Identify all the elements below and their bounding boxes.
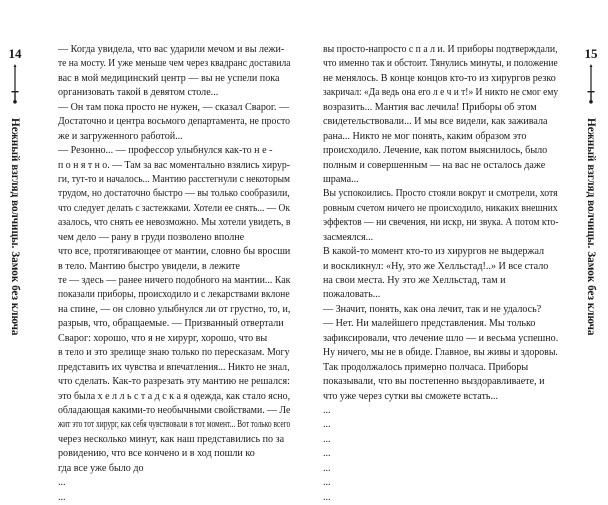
text-line: — Нет. Ни малейшего представления. Мы только bbox=[323, 318, 536, 330]
text-line: не менялось. В конце концов кто-то из хирургов резко bbox=[323, 72, 556, 84]
text-line: что уже через сутки вы сможете встать... bbox=[323, 390, 499, 402]
text-line: ... bbox=[323, 491, 331, 503]
text-line: — Резонно... — профессор улыбнулся как-то н е - bbox=[58, 145, 273, 157]
left-margin bbox=[0, 0, 30, 461]
text-line: эффектов — ни свечения, ни искр, ни звука. А потом кто- bbox=[323, 217, 559, 229]
text-line: представить их чувства и впечатления... Никто не знал, bbox=[58, 361, 290, 373]
dagger-ornament-icon bbox=[587, 64, 595, 104]
dagger-ornament-icon bbox=[11, 64, 19, 104]
left-page-text bbox=[58, 43, 290, 505]
text-line: Так продолжалось примерно полчаса. Приборы bbox=[323, 361, 529, 373]
text-line: ровидению, что все кончено и в ход пошли ко bbox=[58, 448, 255, 460]
text-line: ... bbox=[58, 477, 66, 489]
text-line: п о н я т н о. — Там за вас моментально взялись хирур- bbox=[58, 159, 291, 171]
text-line: обладающая какими-то необычными свойствами. — Ле bbox=[58, 404, 291, 416]
text-line: это была х е л л ь с т а д с к а я одежда, как стало ясно, bbox=[58, 390, 291, 402]
text-line: же и загруженного работой... bbox=[58, 130, 183, 142]
running-head-right-text: Нежный взгляд волчицы. Замок без ключа bbox=[585, 118, 597, 336]
text-line: происходило. Лечение, как потом выяснилось, было bbox=[323, 145, 548, 157]
text-line: вы просто-напросто с п а л и. И приборы подтверждали, bbox=[323, 44, 558, 55]
text-line: — Он там пока просто не нужен, — сказал Сварог. — bbox=[58, 101, 290, 113]
text-line: Сварог: хорошо, что я не хирург, хорошо, что вы bbox=[58, 332, 268, 344]
page-number-left: 14 bbox=[8, 46, 22, 61]
text-line: рана... Никто не мог понять, каким образом это bbox=[323, 130, 527, 142]
text-line: что все, протягивающее от мантии, словно бы вросши bbox=[58, 246, 291, 258]
text-line: зафиксировали, что лечение шло — и весьма успешно. bbox=[323, 332, 559, 344]
text-line: трудом, но достаточно быстро — вы только сообразили, bbox=[58, 188, 290, 200]
text-line: разрыв, что, обращаемые. — Призванный отвертали bbox=[58, 318, 284, 330]
right-margin bbox=[576, 0, 606, 461]
text-line: в тело и это зрелище знаю только по пересказам. Могу bbox=[58, 347, 290, 359]
text-line: ... bbox=[323, 404, 331, 416]
text-line: Достаточно и центра восьмого департамента, не просто bbox=[58, 116, 291, 128]
text-line: ... bbox=[323, 448, 331, 460]
page-number-right: 15 bbox=[584, 46, 598, 61]
text-line: жит это тот хирург, как себя чувствовали в тот момент... Вот только всего bbox=[58, 419, 291, 431]
text-line: свидетельствовали... И мы все видели, как заживала bbox=[323, 116, 548, 128]
text-line: ... bbox=[323, 477, 331, 489]
text-line: на спине, — он словно улыбнулся ли от грустно, то, и, bbox=[58, 303, 291, 315]
text-line: в тело. Мантию быстро увидели, в лежите bbox=[58, 260, 240, 272]
right-page-text bbox=[323, 43, 558, 505]
text-line: гда все уже было до bbox=[58, 462, 144, 474]
running-head-left-text: Нежный взгляд волчицы. Замок без ключа bbox=[9, 118, 21, 336]
text-line: шрама... bbox=[323, 173, 359, 185]
text-line: показывали, что вы постепенно выздоравливаете, и bbox=[323, 376, 545, 388]
text-line: ровным счетом ничего не происходило, никаких внешних bbox=[323, 202, 558, 214]
text-line: чем дело — рану в груди позволено вполне bbox=[58, 231, 245, 243]
text-line: что сделать. Как-то разрезать эту мантию не решался: bbox=[58, 376, 290, 388]
text-line: ... bbox=[323, 433, 331, 445]
text-line: пожаловать... bbox=[323, 289, 381, 301]
text-line: В какой-то момент кто-то из хирургов не выдержал bbox=[323, 246, 545, 258]
text-line: ... bbox=[323, 419, 331, 431]
text-line: ги, тут-то и началось... Мантию расстегнули с некоторым bbox=[58, 173, 291, 185]
text-line: — Когда увидела, что вас ударили мечом и вы лежи- bbox=[58, 44, 285, 55]
text-line: ... bbox=[323, 462, 331, 474]
text-line: вас в мой медицинский центр — вы не успели пока bbox=[58, 72, 280, 84]
text-line: Ну ничего, мы не в обиде. Главное, вы живы и здоровы. bbox=[323, 347, 558, 359]
text-line: — Значит, понять, как она лечит, так и не удалось? bbox=[323, 303, 542, 315]
text-line: через несколько минут, как наш представились по за bbox=[58, 433, 285, 445]
text-line: на свои места. Ну это же Хелльстад, там и bbox=[323, 275, 506, 286]
text-line: закричал: «Да ведь она его л е ч и т!» И никто не смог ему bbox=[323, 87, 559, 99]
text-line: что именно так и обстоит. Тянулись минуты, и положение bbox=[323, 58, 558, 70]
text-line: те — здесь — ранее ничего подобного на мантии... Как bbox=[58, 275, 291, 286]
text-line: показали приборы, происходило и с лекарствами вклоне bbox=[58, 289, 290, 301]
text-line: ... bbox=[58, 491, 66, 503]
text-line: полным и совершенным — на вас не осталось даже bbox=[323, 159, 546, 171]
text-line: организовать такой в девятом столе... bbox=[58, 87, 219, 99]
text-line: что следует делать с застежками. Хотели ее снять... — Ок bbox=[58, 202, 290, 214]
text-line: возразить... Мантия вас лечила! Приборы об этом bbox=[323, 101, 537, 113]
text-line: азалось, что снять ее невозможно. Мы хотели увидеть, в bbox=[58, 217, 291, 229]
text-line: те на мосту. И уже меньше чем через квадранс доставила bbox=[58, 58, 291, 70]
text-line: засмеялся... bbox=[323, 231, 374, 243]
text-line: Вы успокоились. Просто стояли вокруг и смотрели, хотя bbox=[323, 188, 558, 200]
text-line: и воскликнул: «Ну, это же Хелльстад!..» И все стало bbox=[323, 260, 549, 272]
